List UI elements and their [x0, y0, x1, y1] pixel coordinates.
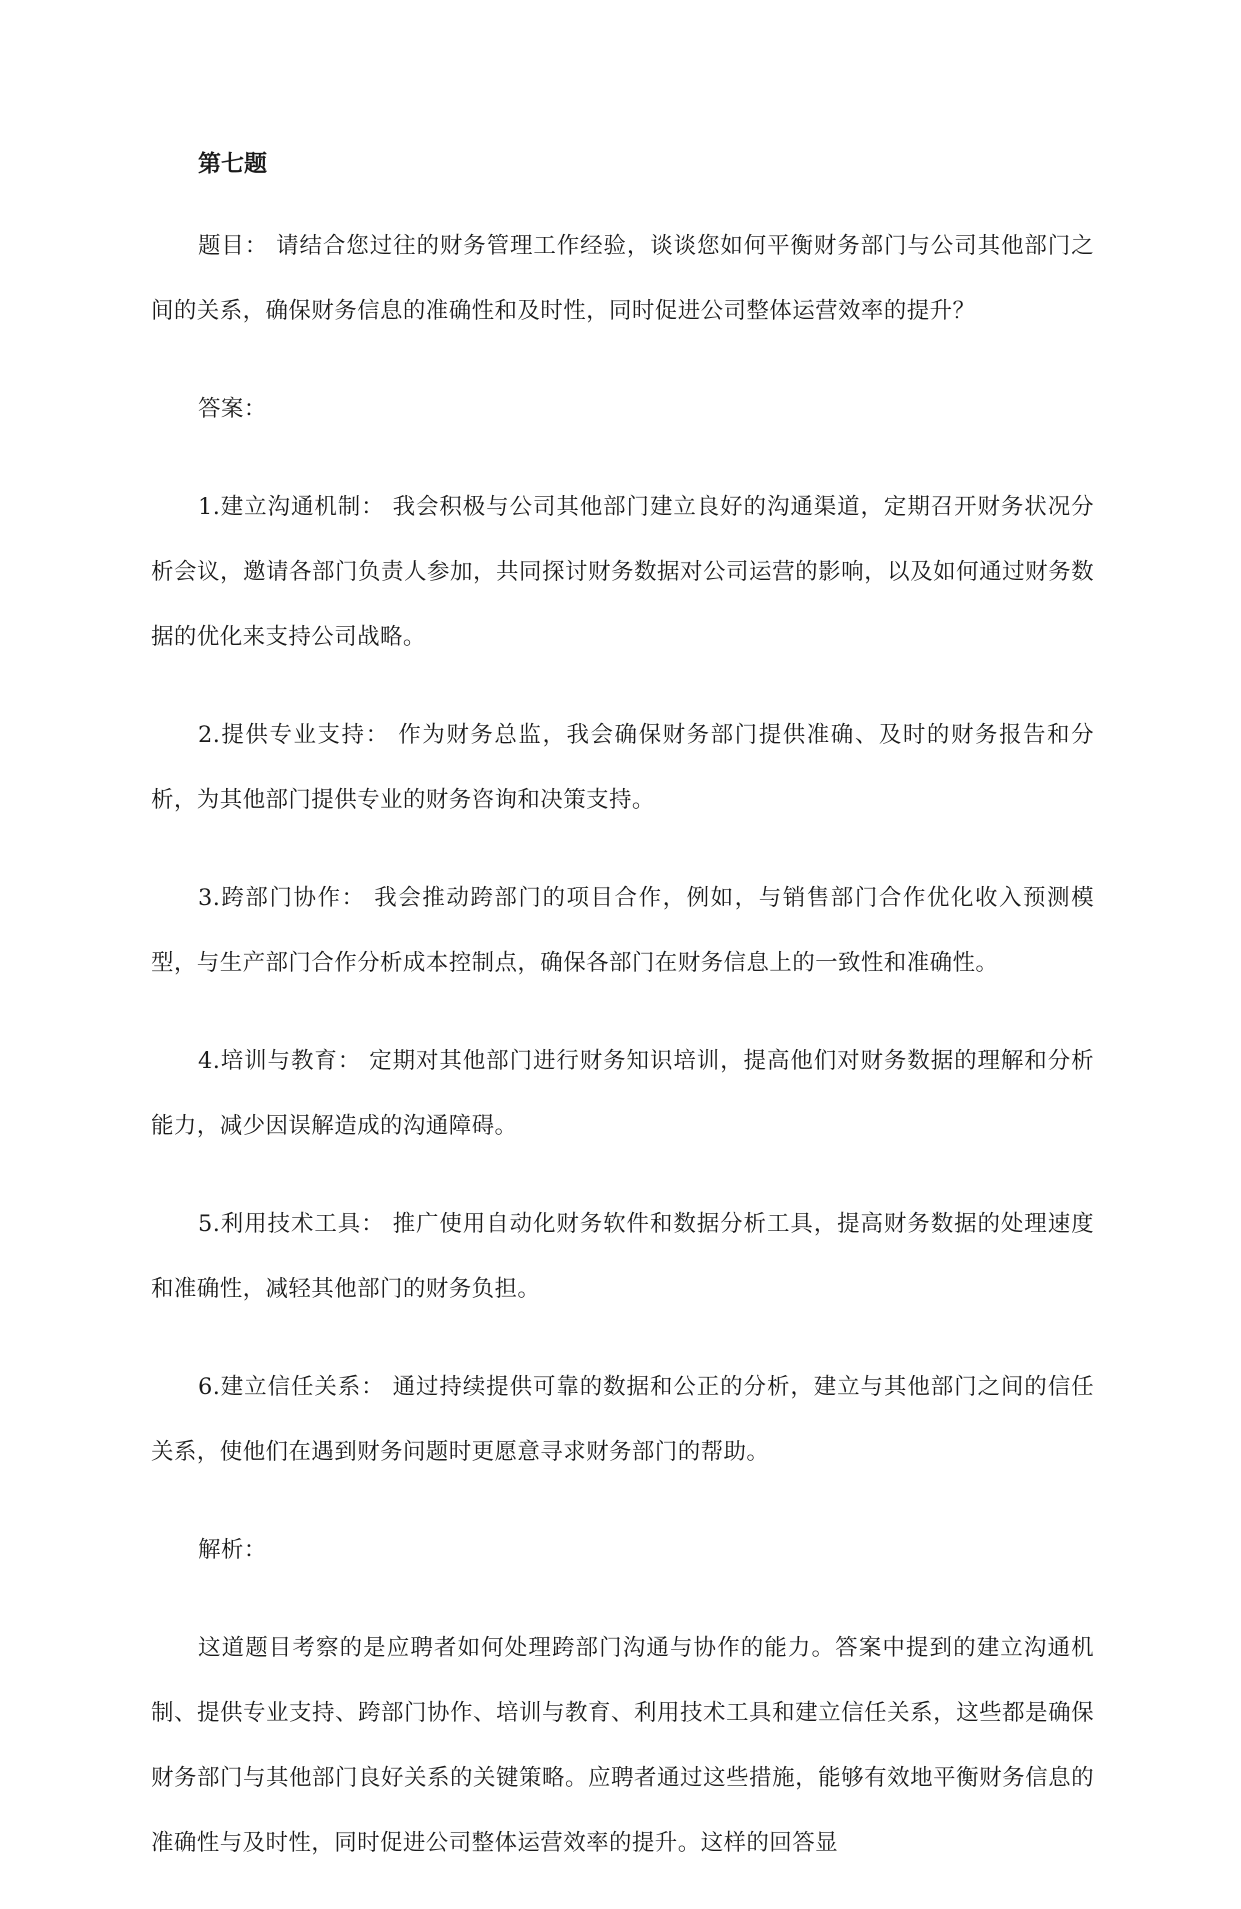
analysis-text: 这道题目考察的是应聘者如何处理跨部门沟通与协作的能力。答案中提到的建立沟通机制、提供专业支持、跨部门协作、培训与教育、利用技术工具和建立信任关系，这些都是确保财务部门与其他部门良好关系的关键策略。应聘者通过这些措施，能够有效地平衡财务信息的准确性与及时性，同时促进公司整体运营效率的提升。这样的回答显: [151, 1635, 1094, 1856]
question-heading: 第七题: [198, 150, 267, 177]
question-text: 题目： 请结合您过往的财务管理工作经验，谈谈您如何平衡财务部门与公司其他部门之间的关系，确保财务信息的准确性和及时性，同时促进公司整体运营效率的提升？: [151, 233, 1094, 324]
answer-item-2: 2.提供专业支持： 作为财务总监，我会确保财务部门提供准确、及时的财务报告和分析，为其他部门提供专业的财务咨询和决策支持。: [151, 722, 1094, 813]
answer-item-3: 3.跨部门协作： 我会推动跨部门的项目合作，例如，与销售部门合作优化收入预测模型，与生产部门合作分析成本控制点，确保各部门在财务信息上的一致性和准确性。: [151, 885, 1094, 976]
answer-item-1: 1.建立沟通机制： 我会积极与公司其他部门建立良好的沟通渠道，定期召开财务状况分析会议，邀请各部门负责人参加，共同探讨财务数据对公司运营的影响，以及如何通过财务数据的优化来支持公司战略。: [151, 494, 1094, 650]
analysis-label: 解析：: [198, 1537, 267, 1563]
answer-label: 答案：: [198, 396, 267, 422]
answer-item-4: 4.培训与教育： 定期对其他部门进行财务知识培训，提高他们对财务数据的理解和分析能力，减少因误解造成的沟通障碍。: [151, 1048, 1094, 1139]
answer-item-6: 6.建立信任关系： 通过持续提供可靠的数据和公正的分析，建立与其他部门之间的信任关系，使他们在遇到财务问题时更愿意寻求财务部门的帮助。: [151, 1374, 1094, 1465]
document-body: [151, 148, 1094, 1909]
answer-item-5: 5.利用技术工具： 推广使用自动化财务软件和数据分析工具，提高财务数据的处理速度和准确性，减轻其他部门的财务负担。: [151, 1211, 1094, 1302]
